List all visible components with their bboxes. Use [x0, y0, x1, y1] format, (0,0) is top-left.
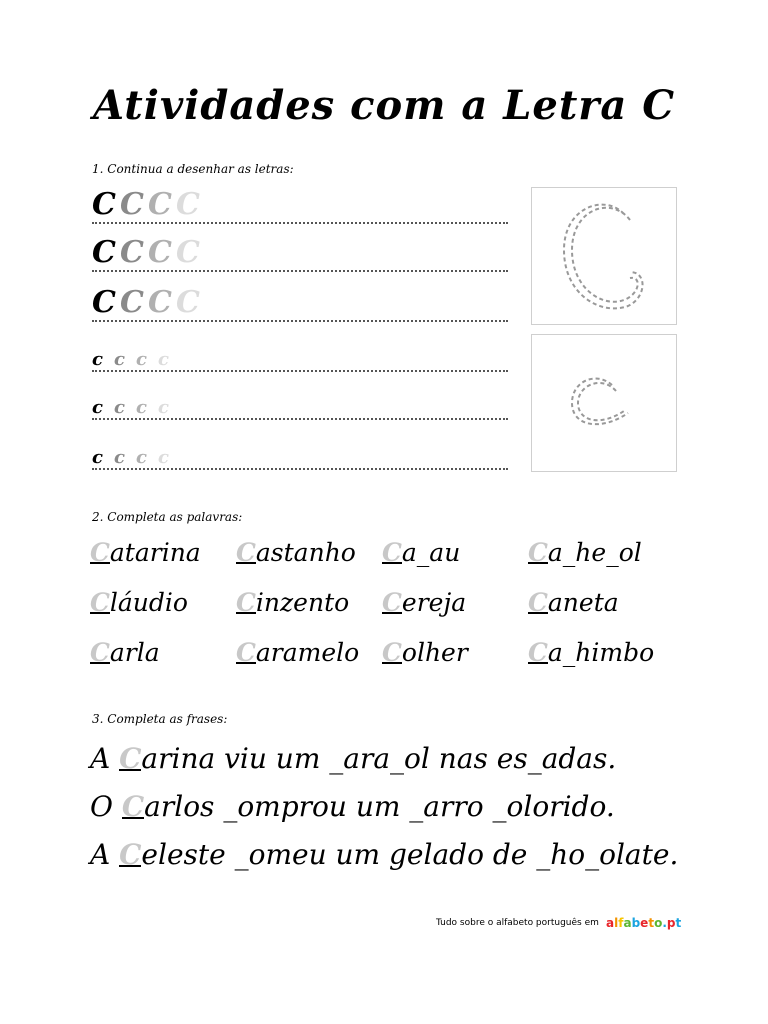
word-exercise[interactable] — [528, 588, 619, 617]
trace-row[interactable] — [92, 382, 508, 420]
word-blank[interactable]: C — [528, 538, 548, 567]
logo-letter: o — [654, 916, 663, 930]
instruction-1: 1. Continua a desenhar as letras: — [92, 162, 294, 176]
sentence-blank[interactable]: C — [119, 742, 142, 775]
word-rest: olher — [401, 638, 468, 667]
word-exercise[interactable] — [236, 588, 349, 617]
word-exercise[interactable] — [382, 638, 468, 667]
sentence-start: O — [90, 790, 122, 823]
logo-letter: a — [623, 916, 632, 930]
logo-letter: e — [640, 916, 649, 930]
dotted-lower-c-icon — [532, 335, 676, 471]
word-blank[interactable]: C — [382, 638, 402, 667]
trace-letter: c — [158, 397, 169, 418]
logo-letter: a — [606, 916, 615, 930]
word-blank[interactable]: C — [90, 588, 110, 617]
sentence-start: A — [90, 742, 120, 775]
word-exercise[interactable] — [236, 638, 359, 667]
word-exercise[interactable] — [90, 638, 160, 667]
sentence-exercise[interactable] — [90, 838, 678, 871]
trace-letter: c — [114, 447, 125, 468]
site-logo[interactable] — [606, 916, 681, 930]
word-rest: astanho — [255, 538, 356, 567]
word-rest: ereja — [401, 588, 467, 617]
trace-letter: c — [158, 349, 169, 370]
word-blank[interactable]: C — [90, 538, 110, 567]
trace-letter: C — [176, 285, 200, 320]
trace-letter: c — [92, 447, 103, 468]
trace-letter: C — [92, 235, 116, 270]
word-blank[interactable]: C — [236, 538, 256, 567]
trace-row[interactable] — [92, 234, 508, 272]
word-blank[interactable]: C — [236, 588, 256, 617]
footer-text: Tudo sobre o alfabeto português em — [436, 918, 599, 928]
trace-letter: c — [158, 447, 169, 468]
trace-letter: C — [92, 285, 116, 320]
word-rest: a_himbo — [547, 638, 655, 667]
sentence-blank[interactable]: C — [121, 790, 145, 823]
sentence-exercise[interactable] — [90, 790, 615, 823]
logo-letter: t — [648, 916, 655, 930]
trace-row[interactable] — [92, 284, 508, 322]
sentence-blank[interactable]: C — [119, 838, 142, 871]
trace-letter: C — [148, 235, 172, 270]
page-title: Atividades com a Letra C — [92, 82, 676, 129]
trace-letter: C — [148, 187, 172, 222]
trace-letter: c — [136, 349, 147, 370]
word-rest: inzento — [255, 588, 350, 617]
word-rest: atarina — [109, 538, 201, 567]
model-box-lower — [531, 334, 677, 472]
word-exercise[interactable] — [90, 538, 201, 567]
trace-letter: C — [176, 187, 200, 222]
logo-letter: f — [618, 916, 624, 930]
word-blank[interactable]: C — [382, 588, 402, 617]
word-blank[interactable]: C — [236, 638, 256, 667]
sentence-exercise[interactable] — [90, 742, 616, 775]
model-box-upper — [531, 187, 677, 325]
word-blank[interactable]: C — [382, 538, 402, 567]
dotted-upper-c-icon — [532, 188, 676, 324]
word-rest: a_au — [401, 538, 461, 567]
word-exercise[interactable] — [382, 588, 466, 617]
word-blank[interactable]: C — [528, 588, 548, 617]
sentence-rest: eleste _omeu um gelado de _ho_olate. — [141, 838, 679, 871]
trace-row[interactable] — [92, 432, 508, 470]
word-rest: a_he_ol — [547, 538, 642, 567]
trace-row[interactable] — [92, 186, 508, 224]
word-rest: aramelo — [255, 638, 360, 667]
logo-letter: l — [614, 916, 619, 930]
instruction-3: 3. Completa as frases: — [92, 712, 228, 726]
logo-letter: t — [675, 916, 682, 930]
logo-letter: b — [631, 916, 641, 930]
instruction-2: 2. Completa as palavras: — [92, 510, 243, 524]
word-exercise[interactable] — [90, 588, 188, 617]
word-exercise[interactable] — [382, 538, 460, 567]
word-blank[interactable]: C — [90, 638, 110, 667]
word-exercise[interactable] — [528, 538, 642, 567]
sentence-start: A — [90, 838, 120, 871]
word-rest: aneta — [547, 588, 619, 617]
trace-letter: c — [114, 349, 125, 370]
sentence-rest: arina viu um _ara_ol nas es_adas. — [141, 742, 617, 775]
word-rest: arla — [109, 638, 160, 667]
trace-letter: c — [92, 349, 103, 370]
word-exercise[interactable] — [236, 538, 356, 567]
trace-letter: c — [136, 397, 147, 418]
trace-letter: C — [120, 187, 144, 222]
trace-letter: C — [120, 235, 144, 270]
word-blank[interactable]: C — [528, 638, 548, 667]
trace-letter: C — [92, 187, 116, 222]
trace-letter: C — [120, 285, 144, 320]
logo-letter: p — [666, 916, 676, 930]
trace-letter: C — [148, 285, 172, 320]
trace-row[interactable] — [92, 334, 508, 372]
word-rest: láudio — [109, 588, 188, 617]
logo-letter: . — [662, 916, 667, 930]
trace-letter: c — [114, 397, 125, 418]
word-exercise[interactable] — [528, 638, 654, 667]
trace-letter: c — [136, 447, 147, 468]
trace-letter: C — [176, 235, 200, 270]
sentence-rest: arlos _omprou um _arro _olorido. — [144, 790, 615, 823]
trace-letter: c — [92, 397, 103, 418]
